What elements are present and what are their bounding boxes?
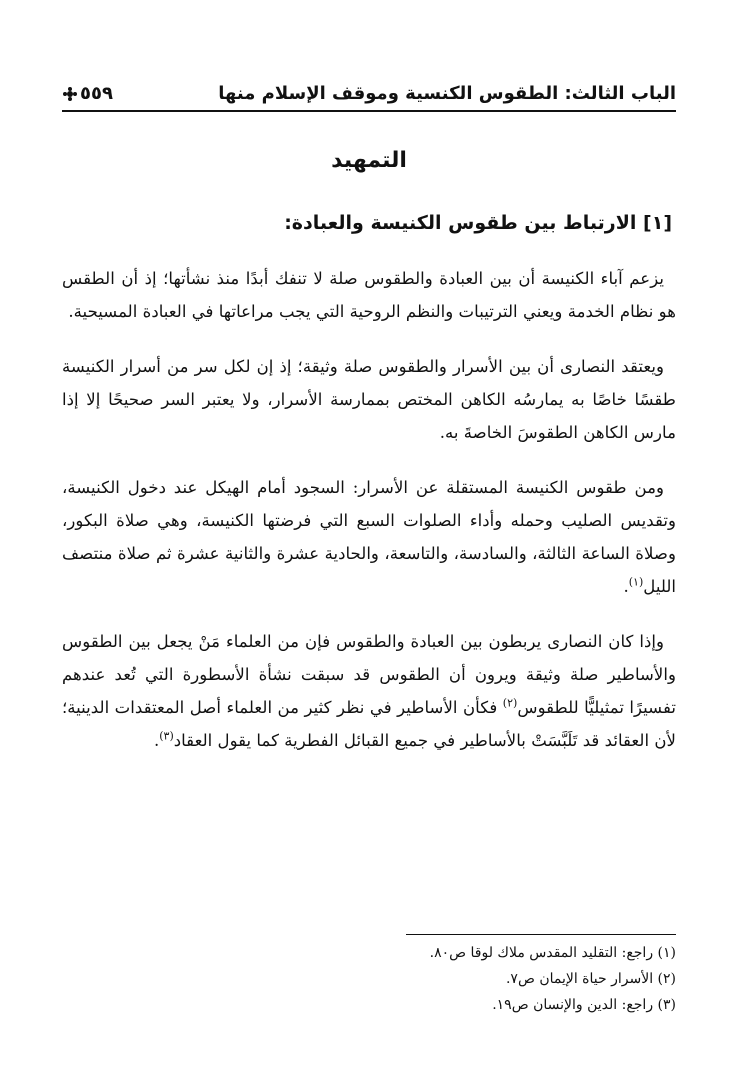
paragraph-text: وإذا كان النصارى يربطون بين العبادة والطقوس فإن من العلماء مَنْ يجعل بين الطقوس والأساطير صلة وثيقة ويرون أن الطقوس قد سبقت نشأة الأسطورة التي تُعد عندهم تفسيرًا تمثيليًّا للطقوس [62, 632, 676, 717]
running-title: الباب الثالث: الطقوس الكنسية وموقف الإسلام منها [218, 83, 676, 104]
paragraph-3 [62, 471, 676, 603]
paragraph-text: ويعتقد النصارى أن بين الأسرار والطقوس صلة وثيقة؛ إذ إن لكل سر من أسرار الكنيسة طقسًا خاصًا به يمارسُه الكاهن المختص بممارسة الأسرار، ولا يعتبر السر صحيحًا إلا إذا مارس الكاهن الطقوسَ الخاصةَ به. [62, 357, 676, 442]
footnote-item: (٢) الأسرار حياة الإيمان ص٧. [505, 971, 676, 987]
footnote-reference[interactable]: (١) [628, 575, 644, 589]
paragraph-text: ومن طقوس الكنيسة المستقلة عن الأسرار: السجود أمام الهيكل عند دخول الكنيسة، وتقديس الصليب وحمله وأداء الصلوات السبع التي فرضتها الكنيسة، وهي صلاة البكور، وصلاة الساعة الثالثة، والسادسة، والتاسعة، والحادية عشرة والثانية عشرة ثم صلاة منتصف الليل [62, 478, 676, 596]
footnote-item: (٣) راجع: الدين والإنسان ص١٩. [492, 997, 676, 1013]
floral-ornament-icon [62, 86, 78, 102]
paragraph-text: يزعم آباء الكنيسة أن بين العبادة والطقوس صلة لا تنفك أبدًا منذ نشأتها؛ إذ أن الطقس هو نظام الخدمة ويعني الترتيبات والنظم الروحية التي يجب مراعاتها في العبادة المسيحية. [62, 269, 676, 321]
paragraph-4 [62, 625, 676, 757]
header-rule [62, 110, 676, 112]
paragraph-1 [62, 262, 676, 328]
footnote-reference[interactable]: (٢) [502, 696, 518, 710]
page-number-block [62, 83, 113, 104]
footnote-item: (١) راجع: التقليد المقدس ملاك لوقا ص٨٠. [429, 945, 676, 961]
running-header [62, 70, 676, 104]
body-text [62, 262, 676, 779]
footnote-reference[interactable]: (٣) [159, 729, 174, 743]
section-heading: [١] الارتباط بين طقوس الكنيسة والعبادة: [284, 212, 672, 234]
paragraph-2 [62, 350, 676, 449]
page-number: ٥٥٩ [80, 83, 113, 104]
chapter-title: التمهيد [331, 148, 407, 173]
paragraph-text-continued: فكأن الأساطير في نظر كثير من العلماء أصل المعتقدات الدينية؛ لأن العقائد قد تَلَبَّسَتْ بالأساطير في جميع القبائل الفطرية كما يقول العقاد [62, 698, 676, 750]
paragraph-text-end: . [623, 577, 629, 596]
footnotes [62, 940, 676, 1018]
footnote-rule [406, 934, 676, 935]
paragraph-text-end: . [153, 731, 160, 750]
